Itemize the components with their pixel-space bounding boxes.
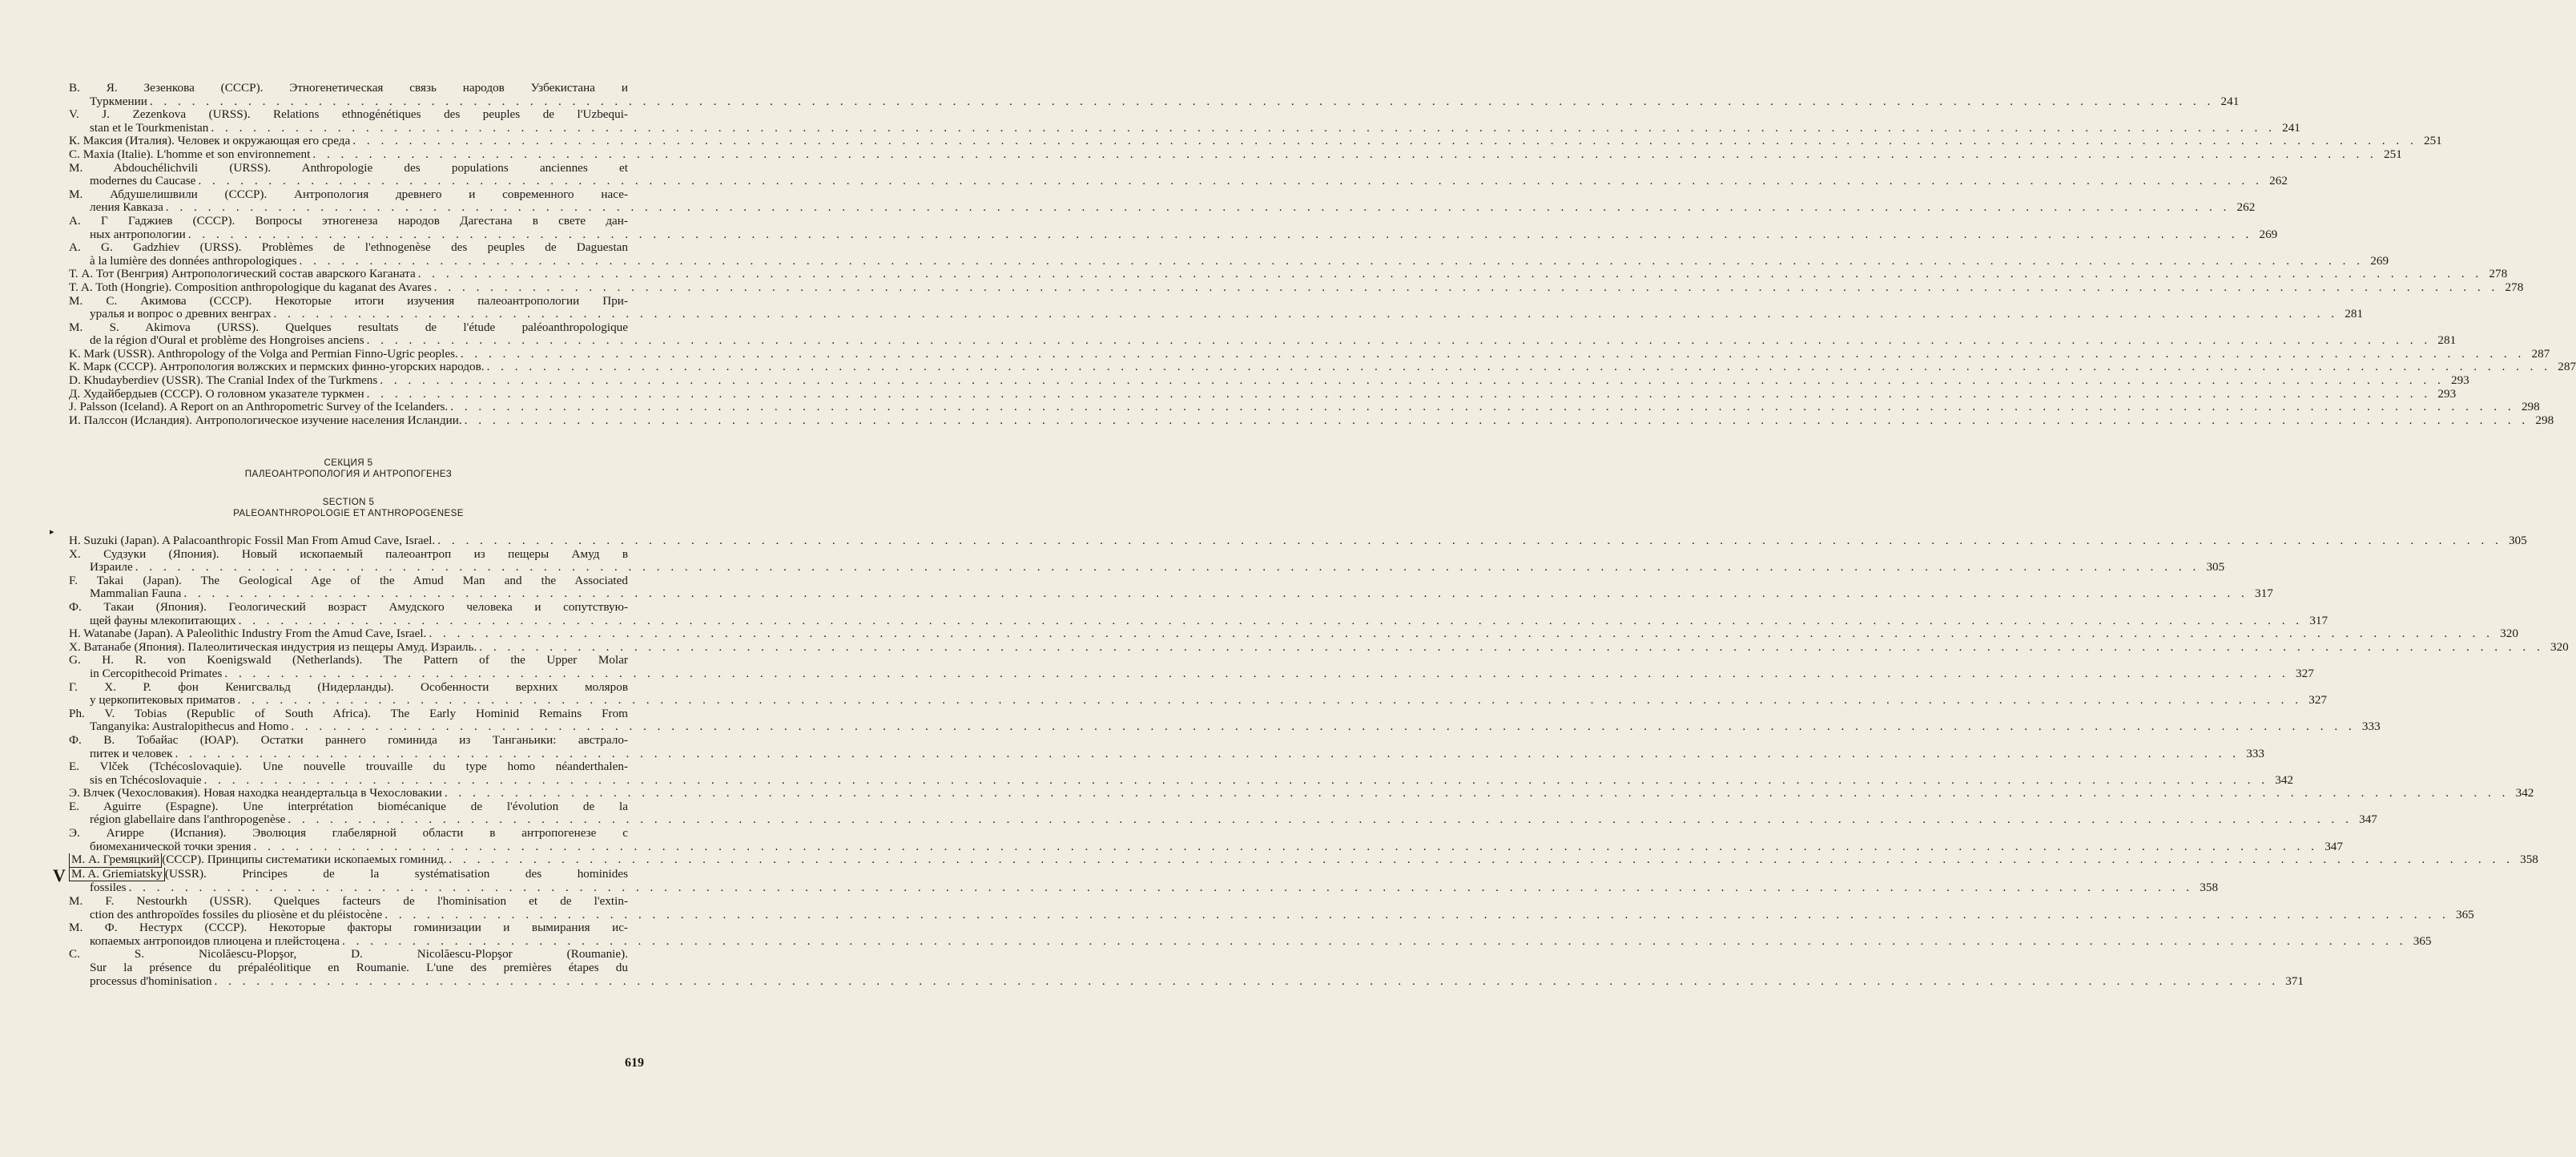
- entry-text: М. С. Акимова (СССР). Некоторые итоги изучения палеоантропологии При-: [69, 293, 628, 308]
- entry-line: [69, 386, 2457, 401]
- entry-line: [69, 693, 2328, 708]
- entry-page-number: 293: [2437, 386, 2457, 401]
- entry-line: [69, 400, 2540, 414]
- leader-dots: [181, 587, 2250, 601]
- contents-entry: [69, 599, 2328, 627]
- contents-entry: [69, 679, 2328, 708]
- entry-line: [69, 961, 628, 975]
- entry-page-number: 287: [2531, 346, 2550, 361]
- contents-entry: [69, 413, 2554, 428]
- entry-line: [69, 548, 628, 562]
- leader-dots: [435, 534, 2504, 548]
- entry-line: [69, 839, 2343, 854]
- entry-line: [69, 253, 2389, 268]
- section-heading-ru: [69, 458, 628, 480]
- entry-line: [69, 812, 2377, 827]
- entry-page-number: 241: [2282, 120, 2300, 135]
- entry-line: [69, 974, 2304, 989]
- leader-dots: [208, 122, 2277, 135]
- entry-page-number: 320: [2500, 627, 2518, 641]
- contents-entry: [69, 573, 2273, 601]
- entry-page-number: 333: [2246, 746, 2264, 760]
- contents-entry: [69, 360, 2576, 374]
- entry-line: [69, 613, 2328, 628]
- leader-dots: [377, 374, 2446, 388]
- entry-line: [69, 200, 2256, 215]
- entry-page-number: 269: [2370, 253, 2389, 268]
- entry-page-number: 317: [2309, 613, 2328, 627]
- leader-dots: [163, 201, 2232, 215]
- leader-dots: [442, 787, 2511, 800]
- leader-dots: [382, 909, 2451, 922]
- leader-dots: [364, 334, 2433, 348]
- leader-dots: [147, 95, 2216, 109]
- contents-entry: [69, 373, 2469, 388]
- contents-entry: [69, 826, 2343, 853]
- entry-text: G. H. R. von Koenigswald (Netherlands). The Pattern of the Upper Molar: [69, 653, 628, 667]
- entry-text: Sur la présence du prépaléolitique en Roumanie. L'une des premières étapes du: [90, 961, 628, 974]
- entry-page-number: 358: [2200, 881, 2219, 895]
- entry-text: M. F. Nestourkh (USSR). Quelques facteurs de l'hominisation et de l'extin-: [69, 894, 628, 909]
- entry-line: [69, 948, 628, 961]
- entry-text: Tanganyika: Australopithecus and Homo: [90, 720, 289, 734]
- entry-line: [69, 413, 2554, 428]
- entry-line: [69, 907, 2474, 922]
- entry-text: Х. Ватанабе (Япония). Палеолитическая индустрия из пещеры Амуд. Израиль.: [69, 639, 477, 654]
- entry-text: A. G. Gadzhiev (URSS). Problèmes de l'ethnogenèse des peuples de Daguestan: [69, 240, 628, 255]
- contents-entry: [69, 786, 2534, 800]
- entry-page-number: 365: [2413, 933, 2432, 948]
- leader-dots: [288, 720, 2357, 734]
- section-heading-fr: [69, 497, 628, 519]
- entry-line: [69, 881, 2219, 895]
- entry-line: [69, 627, 2518, 641]
- entry-page-number: 251: [2384, 147, 2402, 161]
- contents-entry: [69, 866, 2219, 895]
- entry-text: Э. Агирре (Испания). Эволюция глабелярной области в антропогенезе с: [69, 826, 628, 841]
- entry-text: Т. А. Тот (Венгрия) Антропологический состав аварского Каганата: [69, 267, 416, 281]
- entry-line: [69, 120, 2300, 135]
- entry-line: [69, 94, 2240, 109]
- entry-line: [69, 921, 628, 935]
- boxed-author-name: M. A. Griemiatsky: [69, 868, 165, 882]
- entry-text: (СССР). Принципы систематики ископаемых гоминид.: [162, 853, 447, 867]
- entry-page-number: 327: [2308, 693, 2328, 708]
- entry-page-number: 327: [2296, 666, 2314, 680]
- entry-page-number: 287: [2558, 360, 2576, 374]
- entry-line: [69, 307, 2364, 321]
- entry-line: [69, 346, 2550, 361]
- entry-text: V. J. Zezenkova (URSS). Relations ethnogénétiques des peuples de l'Uzbequi-: [69, 107, 628, 122]
- entry-line: [69, 786, 2534, 800]
- entry-text: Ф. В. Тобайас (ЮАР). Остатки раннего гоминида из Танганьики: австрало-: [69, 732, 628, 747]
- contents-entry: [69, 627, 2518, 641]
- entry-text: биомеханической точки зрения: [90, 839, 252, 853]
- entry-line: [69, 560, 2225, 574]
- entry-line: [69, 267, 2508, 281]
- contents-entry: [69, 134, 2442, 148]
- entry-text: И. Палссон (Исландия). Антропологическое изучение населения Исландии.: [69, 413, 462, 427]
- entry-line: [69, 534, 2527, 548]
- section-label-ru: СЕКЦИЯ 5: [324, 458, 373, 468]
- entry-line: [69, 800, 628, 814]
- leader-dots: [350, 135, 2419, 148]
- contents-entry: [69, 546, 2225, 574]
- entry-text: Д. Худайбердыев (СССР). О головном указателе туркмен: [69, 386, 364, 401]
- leader-dots: [364, 388, 2433, 401]
- contents-entry: [69, 947, 2304, 988]
- contents-entry: [69, 213, 2278, 241]
- entry-page-number: 371: [2285, 974, 2304, 988]
- leader-dots: [236, 615, 2305, 628]
- leader-dots: [485, 361, 2554, 374]
- entry-text: уралья и вопрос о древних венграх: [90, 307, 272, 321]
- entry-page-number: 320: [2550, 639, 2569, 654]
- entry-line: [69, 666, 2314, 681]
- entry-line: [69, 82, 628, 95]
- entry-line: [69, 639, 2569, 655]
- entry-line: [69, 162, 628, 175]
- contents-entry: [69, 320, 2457, 348]
- contents-entry: [69, 280, 2524, 295]
- leader-dots: [127, 881, 2196, 895]
- entry-text: А. Г Гаджиев (СССР). Вопросы этногенеза народов Дагестана в свете дан-: [69, 213, 628, 228]
- entry-line: [69, 295, 628, 308]
- entry-text: H. Suzuki (Japan). A Palacoanthropic Fossil Man From Amud Cave, Israel.: [69, 534, 436, 547]
- entry-text: sis en Tchécoslovaquie: [90, 772, 202, 787]
- entry-line: [69, 760, 628, 774]
- entry-page-number: 305: [2508, 534, 2527, 547]
- entry-page-number: 278: [2505, 280, 2524, 294]
- entry-line: [69, 853, 2538, 868]
- entry-text: T. A. Toth (Hongrie). Composition anthropologique du kaganat des Avares: [69, 280, 432, 294]
- entry-line: [69, 895, 628, 909]
- contents-entry: [69, 160, 2288, 188]
- entry-line: [69, 574, 628, 588]
- contents-entry: [69, 400, 2540, 414]
- leader-dots: [285, 813, 2354, 827]
- entry-text: ction des anthropoïdes fossiles du pliosène et du pléistocène: [90, 907, 383, 921]
- entry-line: [69, 601, 628, 615]
- entry-line: [69, 188, 628, 202]
- contents-entry: [69, 894, 2474, 921]
- leader-dots: [458, 348, 2527, 361]
- entry-line: [69, 681, 628, 695]
- entry-line: [69, 654, 628, 667]
- entry-page-number: 305: [2206, 560, 2225, 574]
- contents-entry: [69, 81, 2240, 108]
- entry-text: M. Abdouchélichvili (URSS). Anthropologie des populations anciennes et: [69, 160, 628, 175]
- entry-page-number: 358: [2520, 853, 2538, 867]
- entry-text: К. Максия (Италия). Человек и окружающая его среда: [69, 134, 351, 148]
- entry-text: ления Кавказа: [90, 200, 163, 215]
- entry-text: Ф. Такаи (Япония). Геологический возраст Амудского человека и сопутствую-: [69, 599, 628, 614]
- contents-entry: [69, 240, 2389, 268]
- leader-dots: [186, 228, 2255, 242]
- contents-entry: [69, 921, 2432, 948]
- entry-line: [69, 708, 628, 721]
- entry-text: Г. Х. Р. фон Кенигсвальд (Нидерланды). Особенности верхних моляров: [69, 679, 628, 694]
- entry-text: (USSR). Principes de la systématisation des hominides: [164, 866, 628, 881]
- entry-text: Израиле: [90, 560, 133, 574]
- leader-dots: [133, 561, 2202, 574]
- contents-entry: [69, 639, 2569, 655]
- boxed-author-name: М. А. Гремяцкий: [69, 853, 162, 868]
- contents-list-top: [69, 81, 2576, 427]
- entry-line: [69, 587, 2273, 601]
- leader-dots: [195, 175, 2264, 188]
- entry-page-number: 241: [2220, 94, 2240, 108]
- entry-text: ных антропологии: [90, 227, 186, 241]
- entry-line: [69, 108, 628, 122]
- entry-page-number: 342: [2275, 772, 2294, 787]
- leader-dots: [235, 694, 2304, 708]
- entry-text: Ph. V. Tobias (Republic of South Africa). The Early Hominid Remains From: [69, 706, 628, 720]
- entry-line: [69, 241, 628, 255]
- entry-page-number: 347: [2359, 812, 2377, 827]
- leader-dots: [202, 774, 2271, 788]
- entry-text: de la région d'Oural et problème des Hongroises anciens: [90, 333, 364, 348]
- contents-entry: [69, 147, 2402, 162]
- entry-page-number: 293: [2450, 373, 2469, 388]
- leader-dots: [446, 853, 2515, 867]
- entry-page-number: 298: [2535, 413, 2554, 427]
- entry-text: in Cercopithecoid Primates: [90, 666, 223, 680]
- entry-page-number: 269: [2259, 227, 2278, 241]
- entry-line: [69, 868, 628, 882]
- section-title-ru: ПАЛЕОАНТРОПОЛОГИЯ И АНТРОПОГЕНЕЗ: [244, 469, 453, 479]
- entry-text: Mammalian Fauna: [90, 587, 182, 601]
- entry-text: région glabellaire dans l'anthropogenèse: [90, 812, 286, 827]
- entry-line: [69, 174, 2288, 188]
- entry-line: [69, 227, 2278, 242]
- contents-entry: [69, 187, 2256, 215]
- entry-text: щей фауны млекопитающих: [90, 613, 236, 627]
- entry-text: C. S. Nicolăescu-Plopşor, D. Nicolăescu-Plopşor (Roumanie).: [69, 947, 628, 961]
- entry-line: [69, 215, 628, 228]
- contents-entry: [69, 732, 2264, 760]
- entry-page-number: 333: [2361, 720, 2381, 734]
- entry-page-number: 317: [2255, 587, 2273, 601]
- entry-line: [69, 321, 628, 335]
- leader-dots: [212, 975, 2281, 989]
- entry-text: K. Mark (USSR). Anthropology of the Volga and Permian Finno-Ugric peoples.: [69, 346, 458, 361]
- entry-text: К. Марк (СССР). Антропология волжских и пермских финно-угорских народов.: [69, 360, 485, 374]
- contents-entry: [69, 653, 2314, 680]
- entry-text: копаемых антропоидов плиоцена и плейстоцена: [90, 933, 340, 948]
- entry-text: à la lumière des données anthropologiques: [90, 253, 297, 268]
- contents-entry: [69, 293, 2364, 321]
- leader-dots: [340, 935, 2409, 949]
- entry-text: modernes du Caucase: [90, 174, 196, 188]
- entry-text: fossiles: [90, 881, 127, 895]
- entry-page-number: 365: [2455, 907, 2474, 921]
- entry-text: H. Watanabe (Japan). A Paleolithic Industry From the Amud Cave, Israel.: [69, 627, 427, 641]
- leader-dots: [272, 308, 2341, 321]
- section-title-fr: PALEOANTHROPOLOGIE ET ANTHROPOGENESE: [233, 508, 464, 518]
- margin-annotation: V: [53, 865, 66, 885]
- leader-dots: [448, 401, 2517, 414]
- leader-dots: [462, 414, 2531, 428]
- entry-line: [69, 147, 2402, 162]
- entry-page-number: 347: [2324, 839, 2343, 853]
- entry-page-number: 278: [2489, 267, 2508, 281]
- entry-line: [69, 772, 2294, 788]
- entry-line: [69, 933, 2432, 949]
- entry-text: C. Maxia (Italie). L'homme et son environnement: [69, 147, 311, 161]
- page-number: 619: [625, 1056, 644, 1070]
- contents-list-bottom: [69, 534, 2569, 988]
- contents-entry: [69, 853, 2538, 868]
- entry-text: В. Я. Зезенкова (СССР). Этногенетическая связь народов Узбекистана и: [69, 81, 628, 95]
- entry-line: [69, 360, 2576, 374]
- entry-page-number: 251: [2423, 134, 2442, 148]
- entry-page-number: 262: [2269, 174, 2288, 188]
- entry-text: E. Aguirre (Espagne). Une interprétation biomécanique de l'évolution de la: [69, 799, 628, 813]
- entry-text: питек и человек: [90, 746, 173, 760]
- entry-text: D. Khudayberdiev (USSR). The Cranial Index of the Turkmens: [69, 373, 378, 388]
- entry-text: E. Vlček (Tchécoslovaquie). Une nouvelle trouvaille du type homo néanderthalen-: [69, 760, 628, 774]
- entry-page-number: 342: [2515, 786, 2534, 800]
- contents-entry: [69, 346, 2550, 361]
- contents-entry: [69, 799, 2377, 827]
- entry-line: [69, 827, 628, 841]
- entry-page-number: 281: [2345, 307, 2364, 321]
- entry-line: [69, 373, 2469, 388]
- entry-text: J. Palsson (Iceland). A Report on an Anthropometric Survey of the Icelanders.: [69, 400, 449, 414]
- contents-entry: [69, 386, 2457, 401]
- entry-text: у церкопитековых приматов: [90, 693, 235, 708]
- contents-entry: [69, 267, 2508, 281]
- contents-entry: [69, 760, 2294, 787]
- entry-text: stan et le Tourkmenistan: [90, 120, 209, 135]
- leader-dots: [416, 268, 2485, 281]
- leader-dots: [251, 841, 2320, 854]
- entry-line: [69, 746, 2264, 761]
- leader-dots: [432, 281, 2501, 295]
- entry-text: Х. Судзуки (Япония). Новый ископаемый палеоантроп из пещеры Амуд в: [69, 546, 628, 561]
- entry-text: processus d'hominisation: [90, 974, 212, 988]
- entry-text: М. Абдушелишвили (СССР). Антропология древнего и современного насе-: [69, 187, 628, 201]
- entry-page-number: 298: [2521, 400, 2540, 414]
- entry-text: F. Takai (Japan). The Geological Age of the Amud Man and the Associated: [69, 573, 628, 587]
- entry-text: Э. Влчек (Чехословакия). Новая находка неандертальца в Чехословакии: [69, 786, 442, 800]
- contents-entry: [69, 534, 2527, 548]
- entry-page-number: 281: [2437, 333, 2457, 348]
- entry-line: [69, 734, 628, 748]
- contents-entry: [69, 706, 2381, 734]
- leader-dots: [426, 627, 2495, 641]
- contents-entry: [69, 107, 2300, 135]
- section-label-fr: SECTION 5: [322, 497, 375, 507]
- leader-dots: [297, 255, 2366, 268]
- entry-text: M. S. Akimova (URSS). Quelques resultats de l'étude paléoanthropologique: [69, 320, 628, 334]
- entry-line: [69, 720, 2381, 734]
- entry-line: [69, 333, 2457, 348]
- entry-line: [69, 134, 2442, 148]
- leader-dots: [173, 748, 2242, 761]
- leader-dots: [477, 641, 2546, 655]
- entry-text: М. Ф. Нестурх (СССР). Некоторые факторы гоминизации и вымирания ис-: [69, 921, 628, 935]
- leader-dots: [222, 667, 2291, 681]
- entry-text: Туркмении: [90, 94, 147, 108]
- entry-page-number: 262: [2236, 200, 2256, 215]
- leader-dots: [310, 148, 2379, 162]
- entry-line: [69, 280, 2524, 295]
- margin-bullet: ▸: [50, 527, 54, 537]
